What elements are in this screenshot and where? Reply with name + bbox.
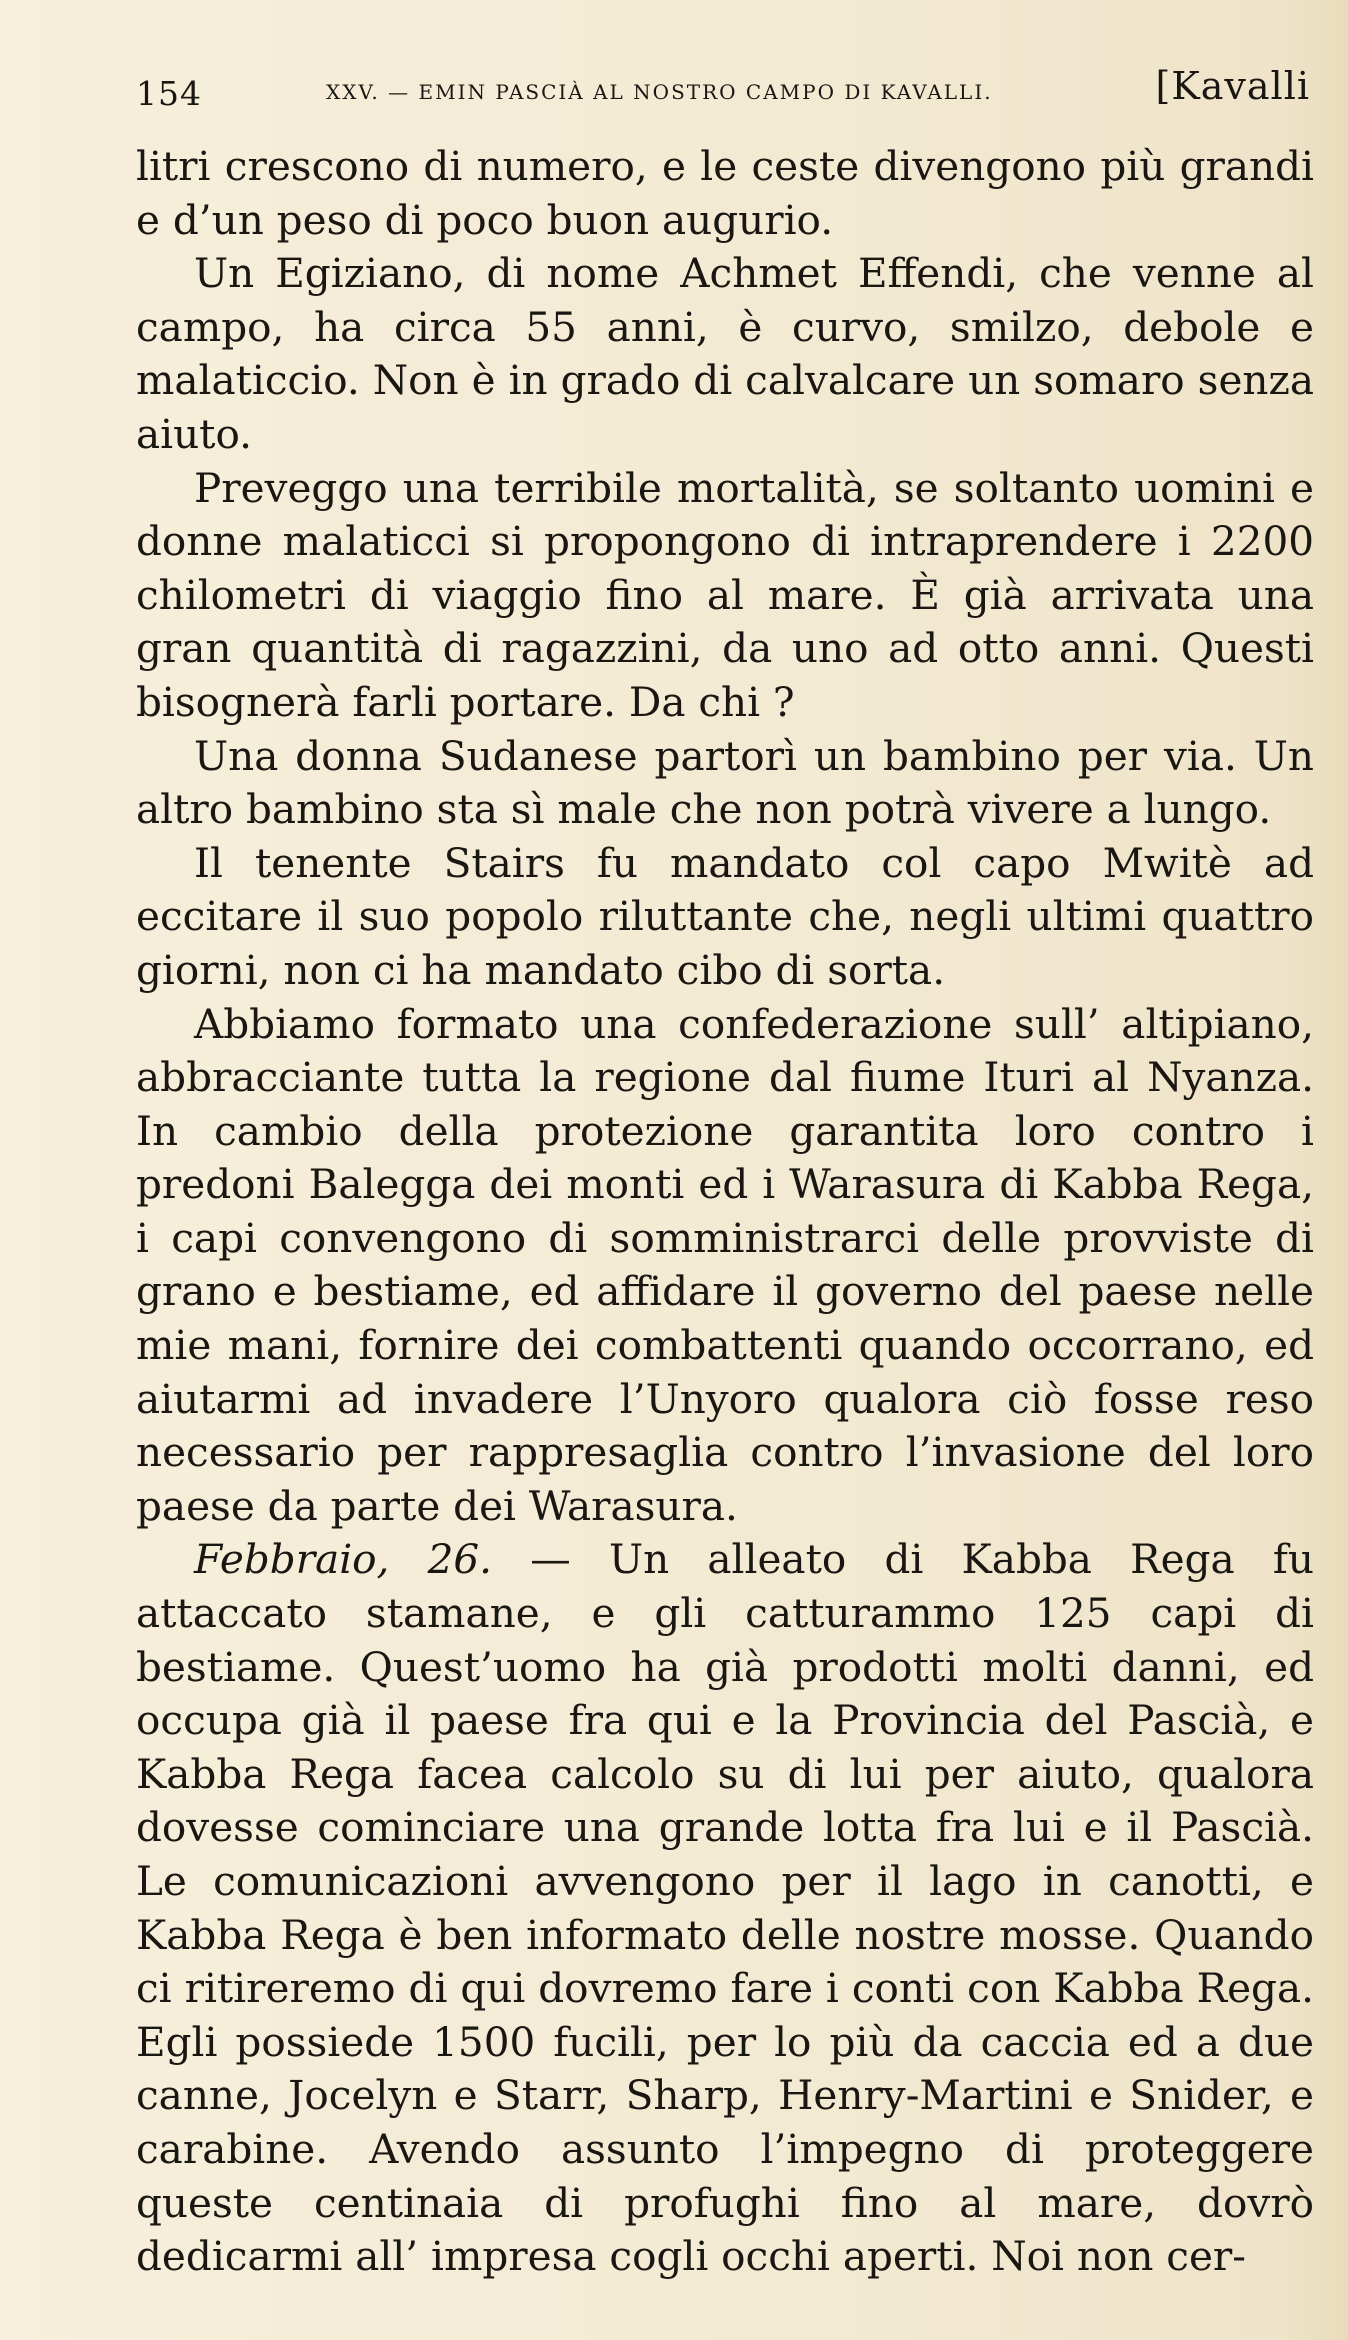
paragraph-4: Una donna Sudanese partorì un bambino per via. Un altro bambino sta sì male che non potrà vivere a lungo. <box>136 731 1314 834</box>
page-number: 154 <box>136 74 202 113</box>
paragraph-2: Un Egiziano, di nome Achmet Effendi, che venne al campo, ha circa 55 anni, è curvo, smilzo, debole e malaticcio. Non è in grado di calvalcare un somaro senza aiuto. <box>136 249 1314 458</box>
paragraph-1: litri crescono di numero, e le ceste divengono più grandi e d’un peso di poco buon augurio. <box>136 142 1314 244</box>
paragraph-3: Preveggo una terribile mortalità, se soltanto uomini e donne malaticci si propongono di intraprendere i 2200 chilometri di viaggio fino al mare. È già arrivata una gran quantità di ragazzini, da uno ad otto anni. Questi bisognerà farli portare. Da chi ? <box>136 463 1314 726</box>
paragraph-5: Il tenente Stairs fu mandato col capo Mwitè ad eccitare il suo popolo riluttante che, negli ultimi quattro giorni, non ci ha mandato cibo di sorta. <box>136 838 1314 994</box>
diary-date: Febbraio, 26. <box>194 1535 493 1584</box>
page-header <box>136 60 1316 116</box>
running-title: XXV. — EMIN PASCIÀ AL NOSTRO CAMPO DI KAVALLI. <box>326 80 993 104</box>
body-text <box>136 140 1314 2284</box>
section-marker: [Kavalli <box>1155 64 1310 108</box>
paragraph-6: Abbiamo formato una confederazione sull’ altipiano, abbracciante tutta la regione dal fiume Ituri al Nyanza. In cambio della protezione garantita loro contro i predoni Balegga dei monti ed i Warasura di Kabba Rega, i capi convengono di somministrarci delle provviste di grano e bestiame, ed affidare il governo del paese nelle mie mani, fornire dei combattenti quando occorrano, ed aiutarmi ad invadere l’Unyoro qualora ciò fosse reso necessario per rappresaglia contro l’invasione del loro paese da parte dei Warasura. <box>136 999 1314 1530</box>
paragraph-7 <box>136 1533 1314 2283</box>
paragraph-7-text: — Un alleato di Kabba Rega fu attaccato stamane, e gli catturammo 125 capi di bestiame. Quest’uomo ha già prodotti molti danni, ed occupa già il paese fra qui e la Provincia del Pascià, e Kabba Rega facea calcolo su di lui per aiuto, qualora dovesse cominciare una grande lotta fra lui e il Pascià. Le comunicazioni avvengono per il lago in canotti, e Kabba Rega è ben informato delle nostre mosse. Quando ci ritireremo di qui dovremo fare i conti con Kabba Rega. Egli possiede 1500 fucili, per lo più da caccia ed a due canne, Jocelyn e Starr, Sharp, Henry-Martini e Snider, e carabine. Avendo assunto l’impegno di proteggere queste centinaia di profughi fino al mare, dovrò dedicarmi all’ impresa cogli occhi aperti. Noi non cer- <box>136 1535 1314 2281</box>
